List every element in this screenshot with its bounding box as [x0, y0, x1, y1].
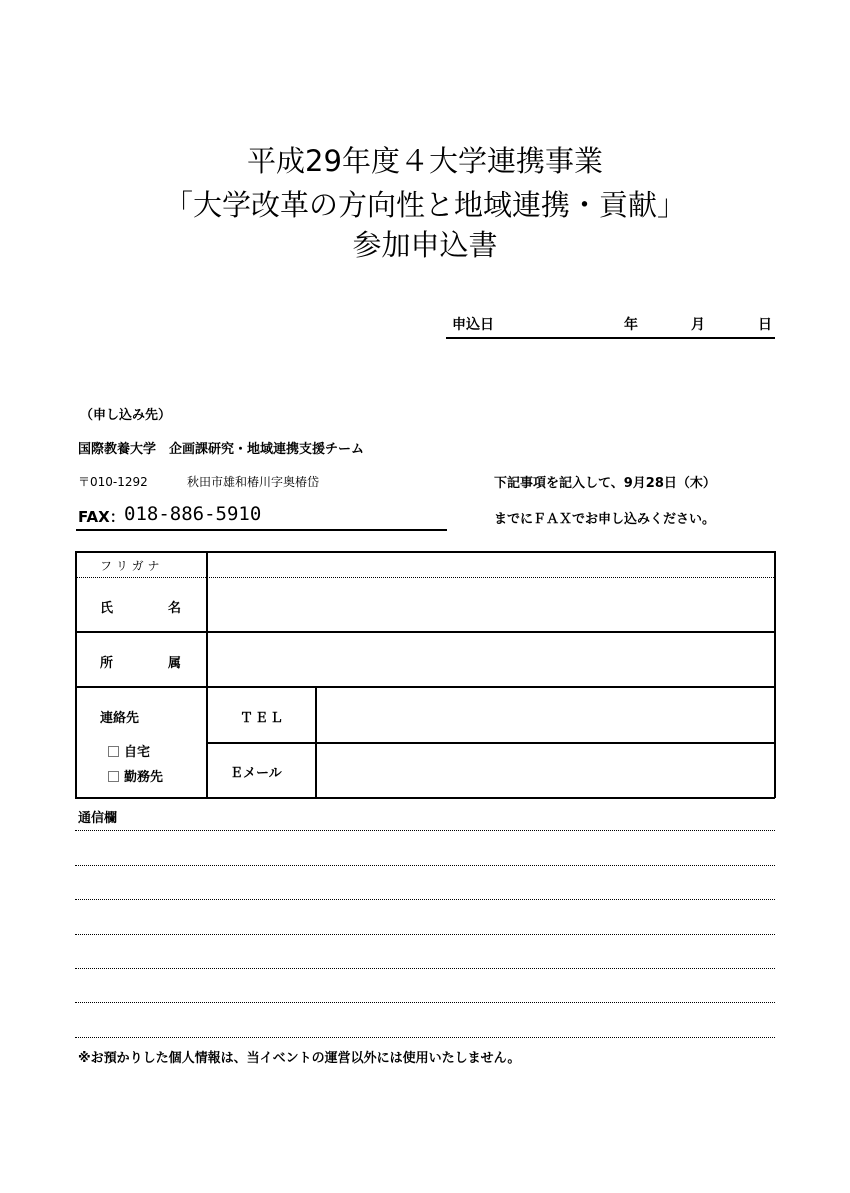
email-label: Ｅメール — [230, 766, 282, 781]
postal-code: 〒010-1292 — [78, 475, 148, 489]
affiliation-label-right: 属 — [168, 656, 182, 671]
home-option-label: 自宅 — [124, 745, 151, 760]
furigana-label: フ リ ガ ナ — [100, 559, 160, 573]
tel-label: ＴＥＬ — [240, 711, 286, 726]
contact-label: 連絡先 — [100, 711, 140, 726]
fax-number: 018-886-5910 — [124, 503, 262, 525]
furigana-field[interactable] — [207, 552, 774, 576]
table-bottom-border — [75, 797, 775, 799]
tel-field[interactable] — [317, 688, 774, 742]
email-field[interactable] — [317, 744, 774, 797]
name-field[interactable] — [207, 578, 774, 631]
fax-underline — [76, 529, 447, 531]
notes-line — [75, 968, 775, 969]
privacy-notice: ※お預かりした個人情報は、当イベントの運営以外には使用いたしません。 — [78, 1051, 521, 1066]
destination-org: 国際教養大学 企画課研究・地域連携支援チーム — [78, 442, 365, 457]
work-checkbox-option[interactable] — [108, 766, 163, 785]
notes-heading: 通信欄 — [78, 811, 118, 826]
notes-line — [75, 865, 775, 866]
instruction-line-1: 下記事項を記入して、9月28日（木） — [494, 476, 716, 491]
notes-line — [75, 1002, 775, 1003]
date-label: 申込日 — [452, 317, 494, 333]
notes-line — [75, 830, 775, 831]
work-checkbox-icon[interactable] — [108, 771, 119, 782]
address: 秋田市雄和椿川字奥椿岱 — [187, 475, 320, 489]
table-right-border — [774, 551, 776, 798]
home-checkbox-option[interactable] — [108, 741, 150, 760]
instruction-line-2: までにＦＡＸでお申し込みください。 — [494, 512, 716, 527]
date-month-label: 月 — [691, 317, 705, 333]
notes-line — [75, 1037, 775, 1038]
table-left-border — [75, 551, 77, 798]
name-label-right: 名 — [168, 601, 182, 616]
destination-heading: （申し込み先） — [80, 408, 172, 423]
affiliation-label-left: 所 — [100, 656, 114, 671]
date-underline — [446, 337, 775, 339]
title-line-2: 「大学改革の方向性と地域連携・貢献」 — [163, 188, 686, 222]
notes-line — [75, 899, 775, 900]
date-day-label: 日 — [758, 317, 772, 333]
fax-label: FAX： — [78, 508, 125, 526]
home-checkbox-icon[interactable] — [108, 746, 119, 757]
work-option-label: 勤務先 — [124, 770, 164, 785]
affiliation-field[interactable] — [207, 633, 774, 686]
notes-line — [75, 934, 775, 935]
title-line-1: 平成29年度４大学連携事業 — [247, 144, 603, 178]
title-line-3: 参加申込書 — [352, 228, 498, 262]
date-year-label: 年 — [624, 317, 638, 333]
name-label-left: 氏 — [100, 601, 114, 616]
